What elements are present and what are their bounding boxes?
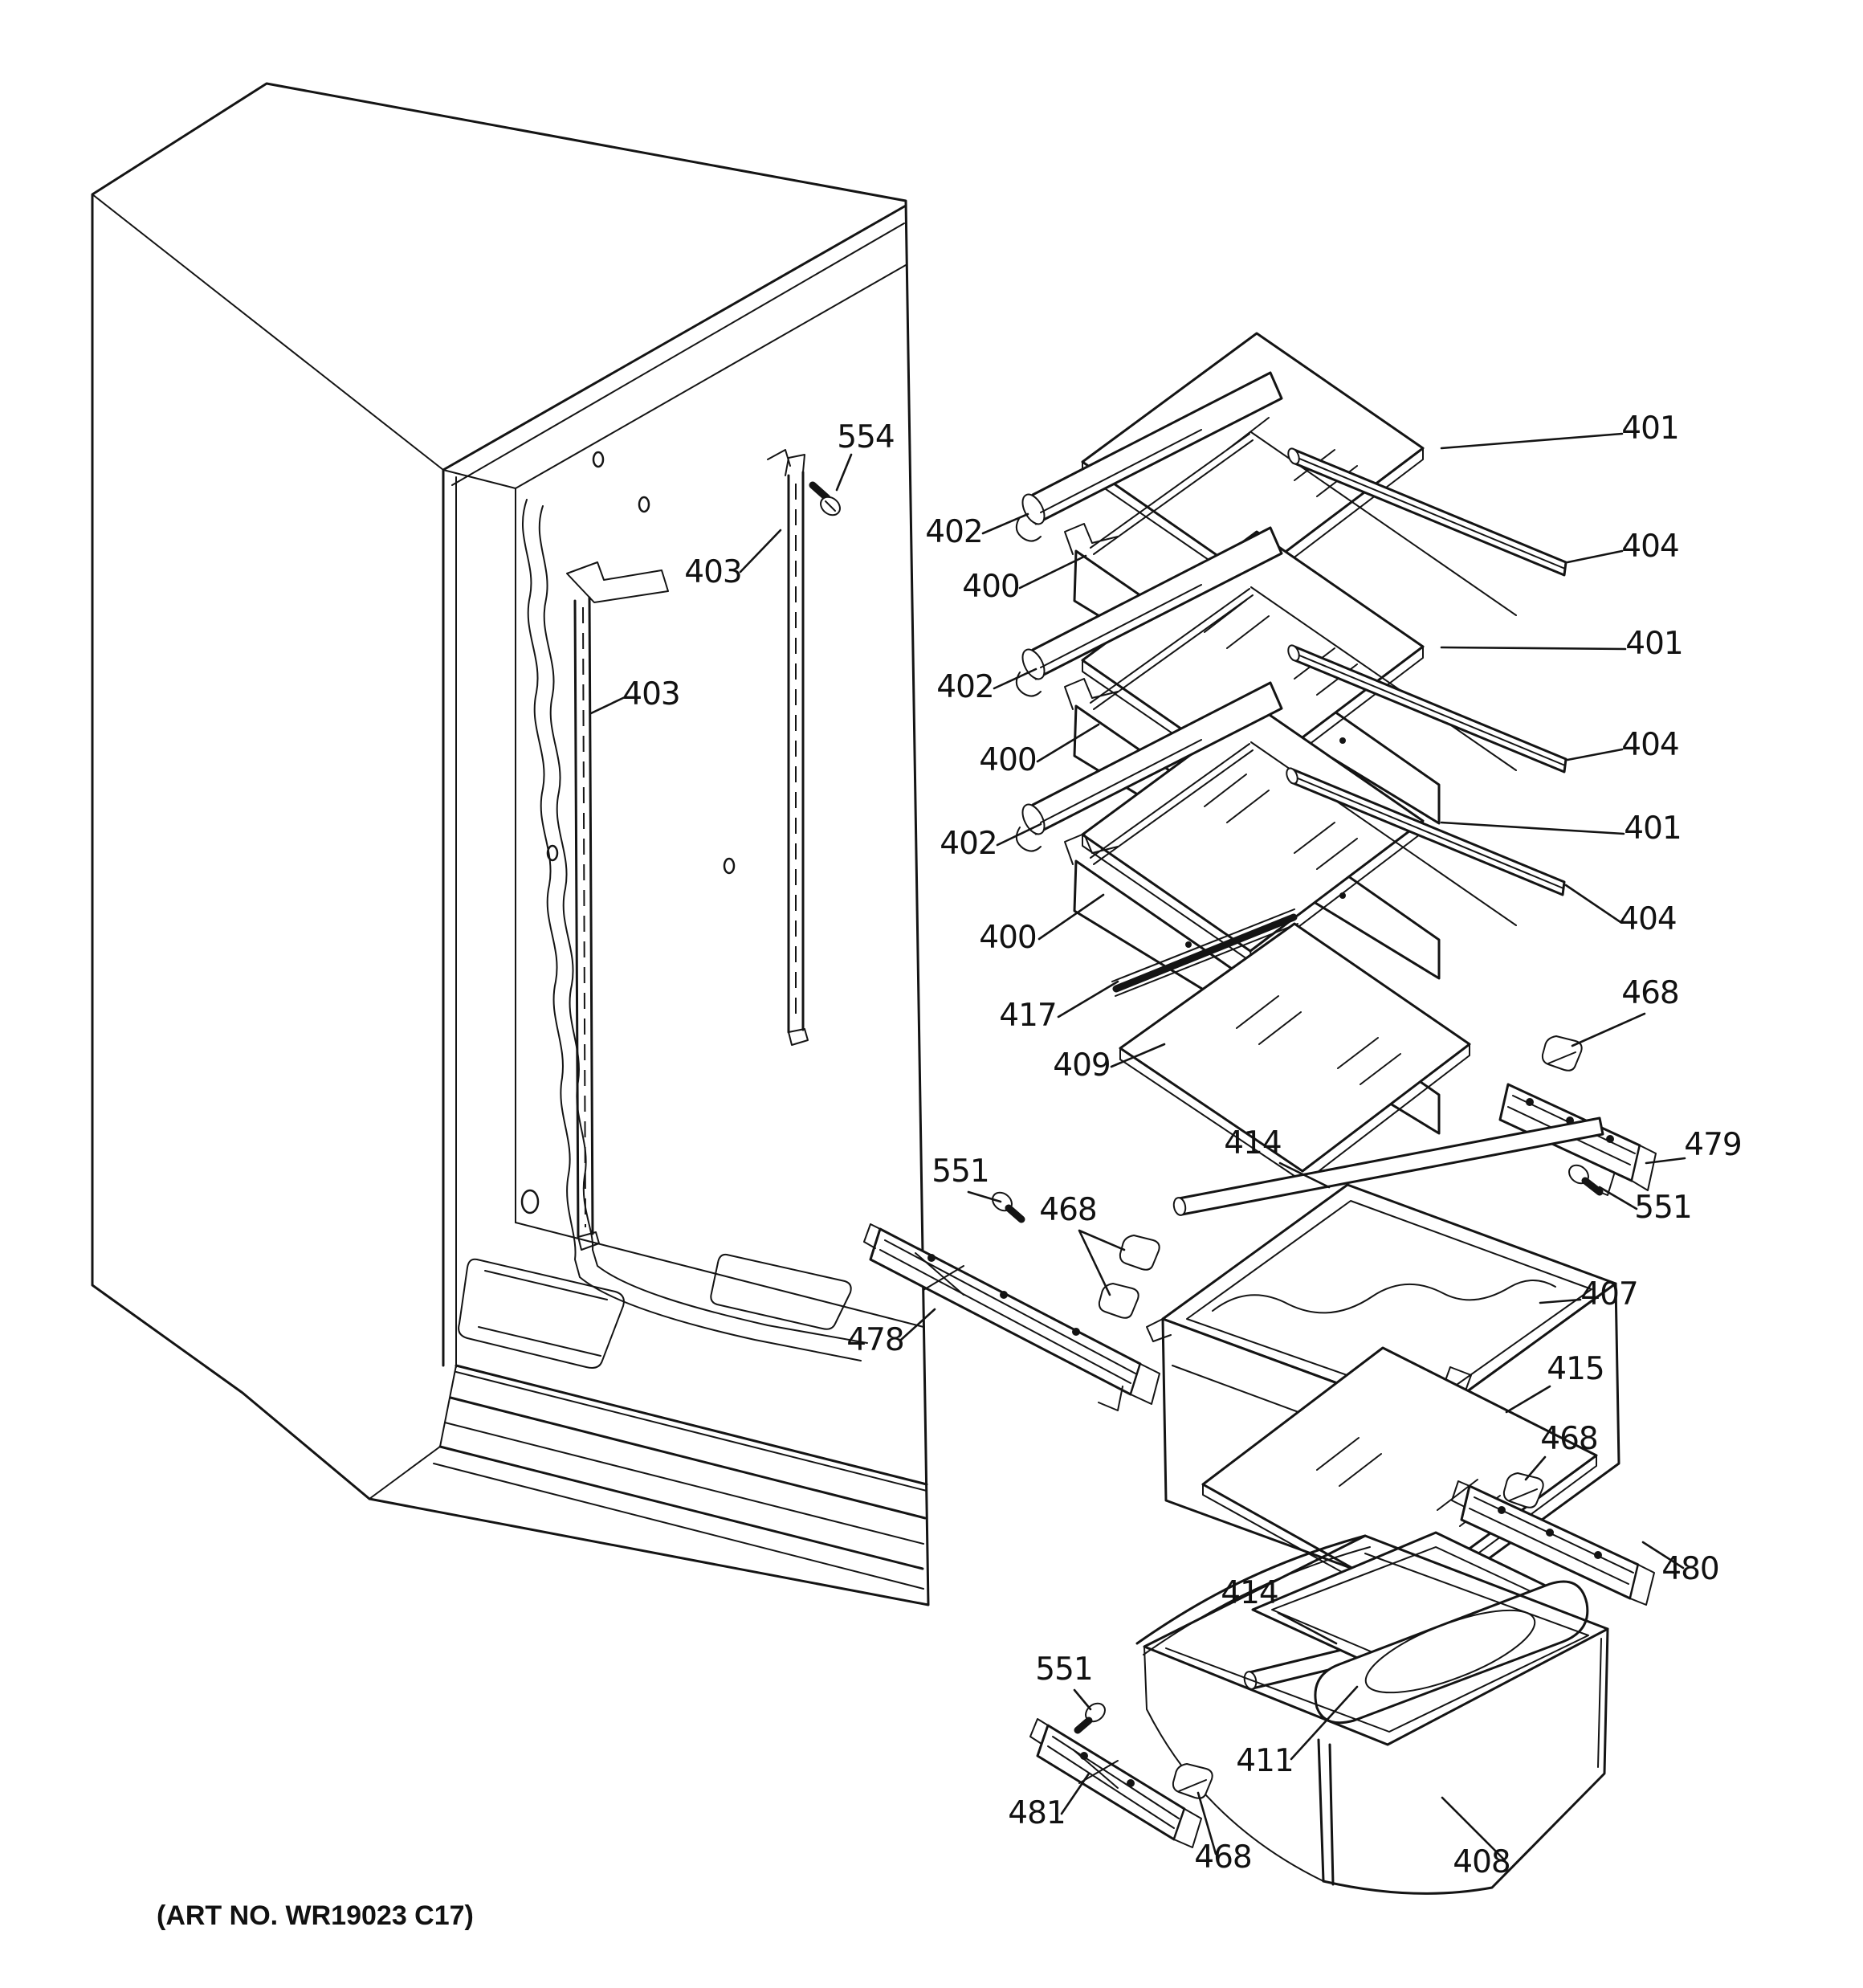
callout-551-right: 551 [1634,1190,1692,1226]
callout-401-3: 401 [1624,810,1682,847]
callout-400-3: 400 [979,920,1037,956]
callout-404-3: 404 [1619,901,1677,937]
callout-468-1: 468 [1621,975,1679,1011]
screw-551-bottom [1078,1700,1108,1730]
end-caps-468-2 [1099,1235,1160,1318]
shelf-rail-403-left [567,562,668,1250]
callout-468-4: 468 [1194,1839,1252,1876]
callout-414-1: 414 [1224,1125,1282,1161]
callout-414-2: 414 [1221,1575,1278,1611]
callout-408: 408 [1453,1844,1510,1880]
callout-551-left: 551 [932,1153,989,1190]
callout-402-3: 402 [940,826,997,862]
callout-480: 480 [1661,1551,1719,1587]
screw-551-left [989,1189,1021,1219]
callout-407: 407 [1580,1276,1638,1312]
callout-404-2: 404 [1621,727,1679,763]
callout-415: 415 [1547,1351,1604,1387]
callout-417: 417 [999,998,1057,1034]
callout-479: 479 [1684,1127,1742,1163]
callout-402-1: 402 [925,514,983,550]
end-cap-468-1 [1543,1036,1582,1071]
shelf-rail-403-right [768,450,808,1045]
callout-400-2: 400 [979,742,1037,778]
drawer-slide-478 [864,1224,1160,1410]
callout-468-3: 468 [1540,1421,1598,1457]
callout-478: 478 [846,1322,904,1358]
callout-481: 481 [1008,1795,1066,1831]
callout-401-1: 401 [1621,410,1679,447]
callout-411: 411 [1236,1743,1294,1779]
callout-401-2: 401 [1625,626,1683,662]
end-cap-468-4 [1173,1764,1213,1798]
footer-art-no: (ART NO. WR19023 C17) [157,1900,474,1931]
callout-409: 409 [1053,1047,1111,1084]
callout-402-2: 402 [936,669,994,705]
screw-554 [813,485,843,519]
inner-pan-411 [1253,1533,1588,1723]
callout-400-1: 400 [962,569,1020,605]
callout-468-2: 468 [1039,1192,1097,1228]
callout-554: 554 [837,419,895,455]
callout-403-lower: 403 [622,676,680,712]
callout-403-upper: 403 [684,554,742,590]
screw-551-right [1566,1161,1600,1192]
callout-551-bottom: 551 [1035,1651,1093,1688]
callout-404-1: 404 [1621,529,1679,565]
